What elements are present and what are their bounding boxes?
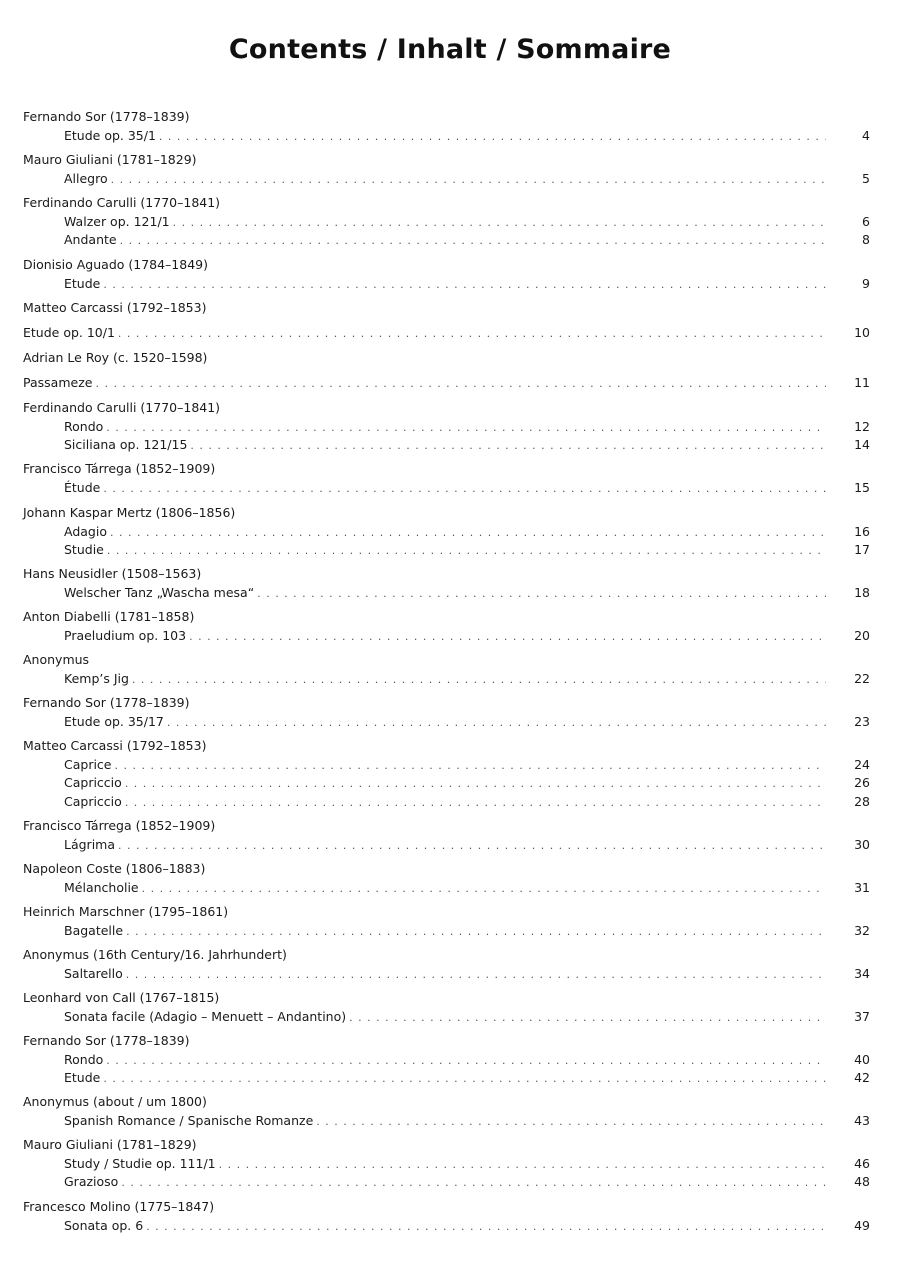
piece-title: Rondo bbox=[64, 418, 104, 434]
piece-title: Studie bbox=[64, 542, 104, 557]
dot-leader bbox=[126, 967, 826, 983]
toc-entry[interactable] bbox=[64, 714, 870, 731]
dot-leader bbox=[103, 481, 826, 497]
piece-title: Welscher Tanz „Wascha mesa“ bbox=[64, 584, 255, 600]
dot-leader bbox=[121, 1175, 826, 1191]
page-number: 37 bbox=[854, 1008, 870, 1024]
dot-leader bbox=[159, 129, 826, 145]
toc-entry[interactable] bbox=[64, 276, 870, 293]
piece-title: Kemp’s Jig bbox=[64, 670, 129, 686]
piece-title: Sonata facile (Adagio – Menuett – Andantino) bbox=[64, 1008, 347, 1024]
toc-entry[interactable] bbox=[64, 923, 870, 940]
composer-heading: Dionisio Aguado (1784–1849) bbox=[23, 257, 208, 272]
dot-leader bbox=[146, 1219, 826, 1235]
page-number: 5 bbox=[862, 170, 870, 186]
page-number: 8 bbox=[862, 232, 870, 247]
toc-entry[interactable] bbox=[64, 757, 870, 774]
toc-entry[interactable] bbox=[64, 437, 870, 454]
piece-title: Bagatelle bbox=[64, 922, 124, 938]
piece-title: Passameze bbox=[23, 375, 93, 390]
page-number: 28 bbox=[854, 793, 870, 809]
composer-heading: Fernando Sor (1778–1839) bbox=[23, 109, 190, 124]
dot-leader bbox=[142, 881, 826, 897]
page-number: 10 bbox=[854, 325, 870, 340]
toc-entry[interactable] bbox=[64, 1156, 870, 1173]
toc-entry[interactable] bbox=[64, 880, 870, 897]
dot-leader bbox=[95, 376, 826, 392]
dot-leader bbox=[125, 795, 826, 811]
toc-entry[interactable] bbox=[64, 419, 870, 436]
page-number: 15 bbox=[854, 479, 870, 495]
toc-entry[interactable] bbox=[64, 1174, 870, 1191]
toc-entry[interactable] bbox=[64, 837, 870, 854]
page-number: 17 bbox=[854, 542, 870, 557]
composer-heading: Johann Kaspar Mertz (1806–1856) bbox=[23, 505, 236, 520]
composer-heading: Matteo Carcassi (1792–1853) bbox=[23, 738, 207, 753]
page-number: 11 bbox=[854, 375, 870, 390]
piece-title: Capriccio bbox=[64, 793, 122, 809]
page-title: Contents / Inhalt / Sommaire bbox=[228, 34, 672, 65]
piece-title: Etude op. 35/17 bbox=[64, 713, 164, 729]
page-number: 42 bbox=[854, 1070, 870, 1085]
dot-leader bbox=[173, 215, 826, 231]
page-number: 31 bbox=[854, 879, 870, 895]
page-number: 22 bbox=[854, 670, 870, 686]
composer-heading: Mauro Giuliani (1781–1829) bbox=[23, 1137, 197, 1152]
toc-entry[interactable] bbox=[23, 325, 870, 342]
dot-leader bbox=[115, 758, 827, 774]
dot-leader bbox=[189, 629, 826, 645]
page-number: 40 bbox=[854, 1051, 870, 1067]
piece-title: Etude bbox=[64, 275, 101, 291]
page-number: 43 bbox=[854, 1112, 870, 1128]
toc-entry[interactable] bbox=[64, 171, 870, 188]
dot-leader bbox=[106, 420, 826, 436]
page-number: 6 bbox=[862, 213, 870, 229]
toc-entry[interactable] bbox=[64, 585, 870, 602]
toc-entry[interactable] bbox=[23, 375, 870, 392]
composer-heading: Napoleon Coste (1806–1883) bbox=[23, 861, 206, 876]
toc-entry[interactable] bbox=[64, 1070, 870, 1087]
piece-title: Etude bbox=[64, 1070, 101, 1085]
composer-heading: Mauro Giuliani (1781–1829) bbox=[23, 152, 197, 167]
dot-leader bbox=[118, 326, 826, 342]
piece-title: Capriccio bbox=[64, 775, 122, 790]
dot-leader bbox=[132, 672, 826, 688]
piece-title: Allegro bbox=[64, 170, 108, 186]
piece-title: Caprice bbox=[64, 756, 112, 772]
piece-title: Spanish Romance / Spanische Romanze bbox=[64, 1112, 314, 1128]
page-number: 48 bbox=[854, 1174, 870, 1189]
piece-title: Etude op. 10/1 bbox=[23, 325, 115, 340]
toc-entry[interactable] bbox=[64, 1113, 870, 1130]
piece-title: Mélancholie bbox=[64, 879, 139, 895]
composer-heading: Anton Diabelli (1781–1858) bbox=[23, 609, 195, 624]
composer-heading: Anonymus (16th Century/16. Jahrhundert) bbox=[23, 947, 287, 962]
composer-heading: Fernando Sor (1778–1839) bbox=[23, 1033, 190, 1048]
composer-heading: Hans Neusidler (1508–1563) bbox=[23, 566, 202, 581]
page-number: 16 bbox=[854, 523, 870, 539]
page-number: 30 bbox=[854, 836, 870, 852]
dot-leader bbox=[316, 1114, 826, 1130]
page-number: 26 bbox=[854, 775, 870, 790]
composer-heading: Adrian Le Roy (c. 1520–1598) bbox=[23, 350, 208, 365]
piece-title: Study / Studie op. 111/1 bbox=[64, 1155, 216, 1171]
composer-heading: Matteo Carcassi (1792–1853) bbox=[23, 300, 207, 315]
toc-entry[interactable] bbox=[64, 480, 870, 497]
piece-title: Sonata op. 6 bbox=[64, 1217, 144, 1233]
piece-title: Lágrima bbox=[64, 836, 116, 852]
toc-entry[interactable] bbox=[64, 524, 870, 541]
dot-leader bbox=[120, 233, 826, 249]
piece-title: Rondo bbox=[64, 1051, 104, 1067]
toc-entry[interactable] bbox=[64, 214, 870, 231]
page-number: 14 bbox=[854, 437, 870, 452]
dot-leader bbox=[125, 776, 826, 792]
piece-title: Étude bbox=[64, 479, 101, 495]
dot-leader bbox=[349, 1010, 826, 1026]
toc-entry[interactable] bbox=[64, 671, 870, 688]
composer-heading: Ferdinando Carulli (1770–1841) bbox=[23, 400, 221, 415]
toc-entry[interactable] bbox=[64, 628, 870, 645]
piece-title: Siciliana op. 121/15 bbox=[64, 437, 188, 452]
piece-title: Walzer op. 121/1 bbox=[64, 213, 170, 229]
piece-title: Grazioso bbox=[64, 1174, 119, 1189]
page-number: 32 bbox=[854, 922, 870, 938]
composer-heading: Francisco Tárrega (1852–1909) bbox=[23, 818, 216, 833]
page-number: 20 bbox=[854, 627, 870, 643]
toc-entry[interactable] bbox=[64, 542, 870, 559]
page-number: 18 bbox=[854, 584, 870, 600]
dot-leader bbox=[167, 715, 826, 731]
dot-leader bbox=[118, 838, 826, 854]
composer-heading: Francesco Molino (1775–1847) bbox=[23, 1199, 215, 1214]
composer-heading: Leonhard von Call (1767–1815) bbox=[23, 990, 220, 1005]
dot-leader bbox=[106, 1053, 826, 1069]
composer-heading: Anonymus (about / um 1800) bbox=[23, 1094, 207, 1109]
page-number: 9 bbox=[862, 275, 870, 291]
piece-title: Saltarello bbox=[64, 965, 123, 981]
toc-entry[interactable] bbox=[64, 1218, 870, 1235]
piece-title: Praeludium op. 103 bbox=[64, 627, 187, 643]
dot-leader bbox=[103, 277, 826, 293]
page-number: 23 bbox=[854, 713, 870, 729]
dot-leader bbox=[103, 1071, 826, 1087]
piece-title: Andante bbox=[64, 232, 117, 247]
piece-title: Etude op. 35/1 bbox=[64, 127, 156, 143]
dot-leader bbox=[190, 438, 826, 454]
page-number: 46 bbox=[854, 1155, 870, 1171]
composer-heading: Fernando Sor (1778–1839) bbox=[23, 695, 190, 710]
dot-leader bbox=[219, 1157, 826, 1173]
page-number: 34 bbox=[854, 965, 870, 981]
toc-entry[interactable] bbox=[64, 794, 870, 811]
toc-entry[interactable] bbox=[64, 1009, 870, 1026]
toc-entry[interactable] bbox=[64, 1052, 870, 1069]
composer-heading: Ferdinando Carulli (1770–1841) bbox=[23, 195, 221, 210]
composer-heading: Francisco Tárrega (1852–1909) bbox=[23, 461, 216, 476]
composer-heading: Heinrich Marschner (1795–1861) bbox=[23, 904, 229, 919]
toc-entry[interactable] bbox=[64, 232, 870, 249]
dot-leader bbox=[111, 172, 826, 188]
dot-leader bbox=[257, 586, 826, 602]
toc-entry[interactable] bbox=[64, 966, 870, 983]
page-number: 49 bbox=[854, 1217, 870, 1233]
dot-leader bbox=[107, 543, 826, 559]
toc-entry[interactable] bbox=[64, 128, 870, 145]
page-number: 4 bbox=[862, 127, 870, 143]
page-number: 12 bbox=[854, 418, 870, 434]
dot-leader bbox=[110, 525, 826, 541]
page-number: 24 bbox=[854, 756, 870, 772]
dot-leader bbox=[126, 924, 826, 940]
composer-heading: Anonymus bbox=[23, 652, 90, 667]
piece-title: Adagio bbox=[64, 523, 107, 539]
toc-entry[interactable] bbox=[64, 775, 870, 792]
